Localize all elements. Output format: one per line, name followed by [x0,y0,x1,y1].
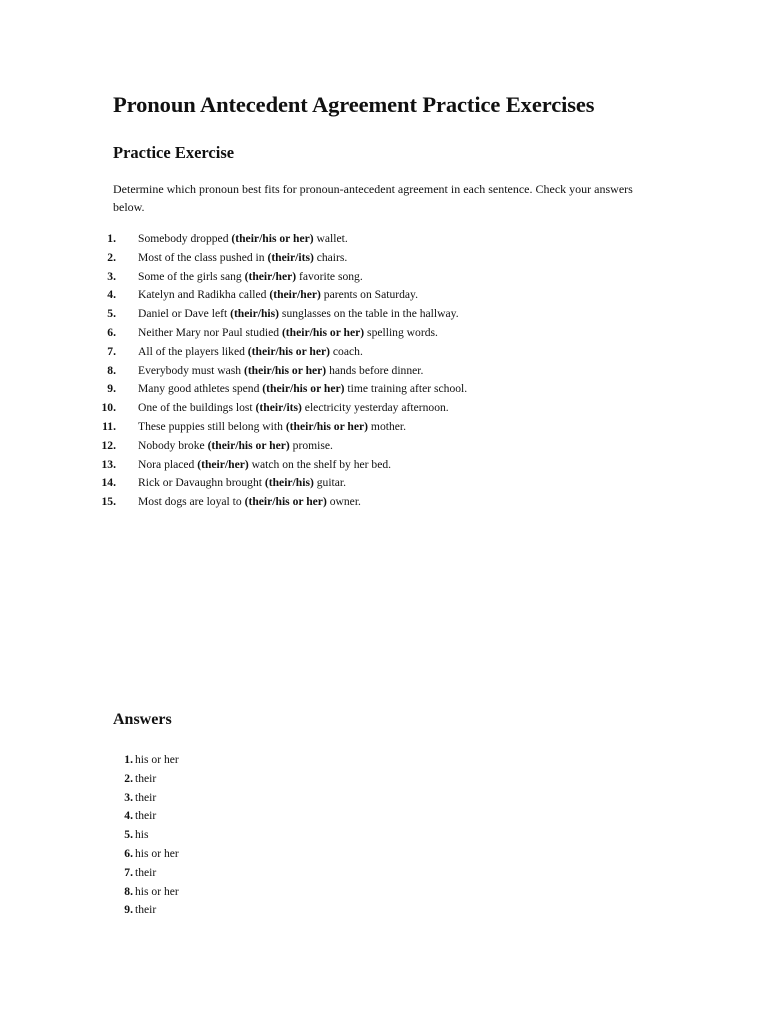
answer-text: his or her [135,884,179,898]
exercise-number: 4. [107,288,116,302]
pronoun-choice: (their/his) [230,307,280,321]
instructions-paragraph: Determine which pronoun best fits for pronoun-antecedent agreement in each sentence. Check your answers below. [113,182,633,214]
exercise-number: 14. [101,476,116,490]
answer-number: 7. [124,865,133,879]
exercise-number: 13. [101,457,116,471]
document-title: Pronoun Antecedent Agreement Practice Exercises [113,92,595,117]
exercise-sentence: Most of the class pushed in (their/its) chairs. [138,250,348,264]
exercise-number: 11. [102,419,116,433]
exercise-sentence: Many good athletes spend (their/his or her) time training after school. [138,382,468,396]
exercise-sentence: All of the players liked (their/his or her) coach. [138,344,363,358]
exercise-number: 6. [107,325,116,339]
pronoun-choice: (their/his or her) [231,232,314,245]
exercise-number: 3. [107,269,116,283]
exercise-sentence: One of the buildings lost (their/its) electricity yesterday afternoon. [138,401,449,415]
pronoun-choice: (their/his or her) [207,438,290,452]
exercise-number: 5. [107,307,116,321]
exercise-sentence: Some of the girls sang (their/her) favorite song. [138,269,363,283]
pronoun-choice: (their/his or her) [244,495,327,509]
answer-text: his or her [135,846,179,860]
answer-number: 8. [124,884,133,898]
pronoun-choice: (their/his or her) [247,344,331,358]
exercise-sentence: Most dogs are loyal to (their/his or her) owner. [138,495,361,509]
answer-text: their [135,809,157,823]
exercise-sentence: Daniel or Dave left (their/his) sunglasses on the table in the hallway. [138,307,459,321]
exercise-number: 9. [107,382,116,396]
exercise-sentence: Rick or Davaughn brought (their/his) guitar. [138,476,347,490]
exercise-sentence: Nora placed (their/her) watch on the shelf by her bed. [138,457,392,471]
pronoun-choice: (their/his) [264,476,314,490]
exercise-sentence: Neither Mary nor Paul studied (their/his or her) spelling words. [138,325,438,339]
answer-text: his [135,828,149,842]
pronoun-choice: (their/her) [197,457,249,471]
exercise-sentence: Everybody must wash (their/his or her) hands before dinner. [138,363,424,377]
exercise-number: 15. [101,495,116,509]
answer-number: 3. [124,790,133,804]
pronoun-choice: (their/his or her) [243,363,327,377]
answers-title: Answers [113,711,172,728]
exercise-number: 8. [107,363,116,377]
pronoun-choice: (their/its) [255,401,302,415]
answer-number: 9. [124,903,133,917]
answer-number: 1. [124,753,133,766]
answer-number: 2. [124,771,133,785]
pronoun-choice: (their/his or her) [285,419,369,433]
exercise-number: 1. [107,232,116,245]
exercise-sentence: Nobody broke (their/his or her) promise. [138,438,333,452]
pronoun-choice: (their/his or her) [262,382,345,396]
answer-text: their [135,790,157,804]
answer-text: their [135,771,157,785]
exercise-number: 10. [101,401,116,415]
answer-number: 4. [124,809,133,823]
answer-text: their [135,865,157,879]
answer-number: 6. [124,846,133,860]
exercise-sentence: Somebody dropped (their/his or her) wallet. [138,232,348,245]
pronoun-choice: (their/its) [267,250,314,264]
answer-text: his or her [135,753,179,766]
pronoun-choice: (their/her) [244,269,297,283]
pronoun-choice: (their/her) [269,288,321,302]
exercise-number: 2. [107,250,116,264]
exercise-sentence: These puppies still belong with (their/his or her) mother. [138,419,407,433]
section-title: Practice Exercise [113,143,235,162]
pronoun-choice: (their/his or her) [281,325,365,339]
exercise-number: 12. [101,438,116,452]
answer-text: their [135,903,157,917]
answer-number: 5. [124,828,133,842]
exercise-sentence: Katelyn and Radikha called (their/her) parents on Saturday. [138,288,419,302]
exercise-number: 7. [107,344,116,358]
